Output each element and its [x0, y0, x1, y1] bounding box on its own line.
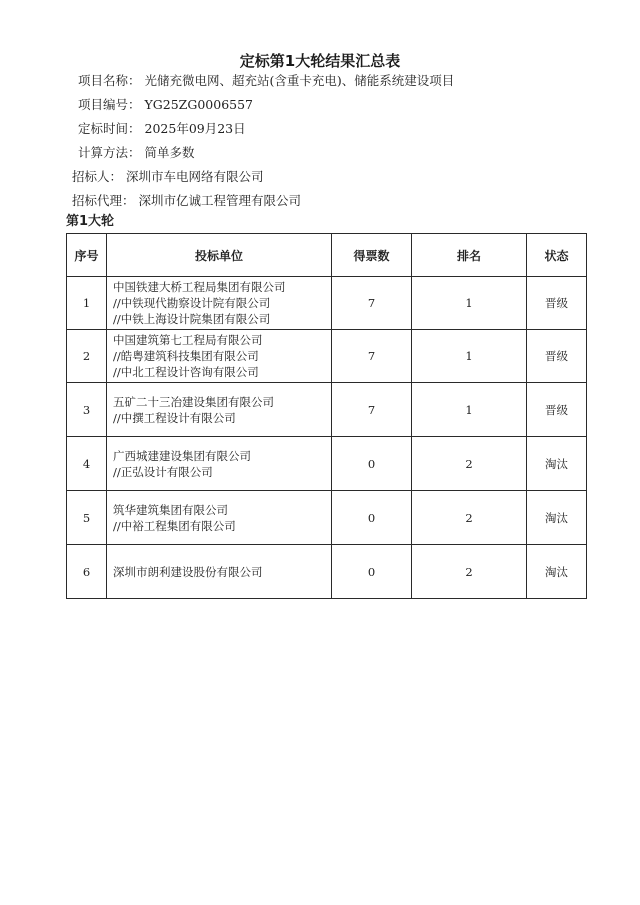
bidder-line: //中裕工程集团有限公司: [113, 518, 236, 533]
row-bidder: [107, 277, 332, 330]
row-bidder: [107, 383, 332, 437]
bidder-line: //正弘设计有限公司: [113, 464, 213, 479]
tenderer-value: 深圳市车电网络有限公司: [126, 169, 264, 184]
table-row: [67, 545, 587, 599]
row-status: 淘汰: [527, 437, 587, 491]
results-table: [66, 233, 587, 599]
project-name-label: 项目名称：: [78, 73, 141, 88]
table-row: [67, 383, 587, 437]
row-status: 晋级: [527, 277, 587, 330]
header-bidder: 投标单位: [107, 234, 332, 277]
document-title: 定标第1大轮结果汇总表: [239, 52, 401, 70]
row-votes: 7: [332, 383, 412, 437]
bidder-line: //中铁上海设计院集团有限公司: [113, 312, 271, 326]
bidder-line: //中铁现代勘察设计院有限公司: [113, 296, 271, 310]
row-rank: 2: [412, 491, 527, 545]
project-number-value: YG25ZG0006557: [144, 97, 253, 112]
calc-method-label: 计算方法：: [78, 145, 141, 160]
row-status: 晋级: [527, 330, 587, 383]
row-seq: 4: [67, 437, 107, 491]
calc-method-line: [78, 143, 195, 161]
agent-label: 招标代理：: [72, 193, 135, 208]
row-status: 淘汰: [527, 545, 587, 599]
tenderer-label: 招标人：: [72, 169, 123, 184]
row-votes: 7: [332, 277, 412, 330]
row-votes: 0: [332, 437, 412, 491]
row-status: 晋级: [527, 383, 587, 437]
project-name-value: 光储充微电网、超充站(含重卡充电)、储能系统建设项目: [144, 73, 455, 88]
row-status: 淘汰: [527, 491, 587, 545]
project-name-line: [78, 71, 454, 89]
row-seq: 2: [67, 330, 107, 383]
row-bidder: [107, 545, 332, 599]
award-date-value: 2025年09月23日: [144, 121, 246, 136]
row-bidder: [107, 437, 332, 491]
tenderer-line: [72, 167, 264, 185]
bidder-line: 广西城建建设集团有限公司: [113, 448, 251, 463]
row-votes: 7: [332, 330, 412, 383]
header-status: 状态: [527, 234, 587, 277]
row-rank: 2: [412, 437, 527, 491]
agent-value: 深圳市亿诚工程管理有限公司: [138, 193, 302, 208]
row-seq: 3: [67, 383, 107, 437]
bidder-line: 五矿二十三冶建设集团有限公司: [113, 394, 274, 409]
row-rank: 1: [412, 277, 527, 330]
header-seq: 序号: [67, 234, 107, 277]
bidder-line: //中撰工程设计有限公司: [113, 410, 236, 425]
row-bidder: [107, 491, 332, 545]
award-date-label: 定标时间：: [78, 121, 141, 136]
agent-line: [72, 191, 301, 209]
row-rank: 1: [412, 383, 527, 437]
bidder-line: 深圳市朗利建设股份有限公司: [113, 564, 263, 579]
award-date-line: [78, 119, 246, 137]
round-label: 第1大轮: [66, 214, 115, 229]
table-row: [67, 277, 587, 330]
project-number-label: 项目编号：: [78, 97, 141, 112]
table-row: [67, 330, 587, 383]
row-rank: 2: [412, 545, 527, 599]
bidder-line: //中北工程设计咨询有限公司: [113, 365, 259, 379]
row-seq: 6: [67, 545, 107, 599]
calc-method-value: 简单多数: [144, 145, 195, 160]
table-row: [67, 437, 587, 491]
bidder-line: //皓粤建筑科技集团有限公司: [113, 349, 259, 363]
row-seq: 5: [67, 491, 107, 545]
bidder-line: 筑华建筑集团有限公司: [113, 502, 228, 517]
table-row: [67, 491, 587, 545]
header-rank: 排名: [412, 234, 527, 277]
header-votes: 得票数: [332, 234, 412, 277]
project-number-line: [78, 95, 253, 113]
bidder-line: 中国铁建大桥工程局集团有限公司: [113, 280, 286, 294]
table-header-row: [67, 234, 587, 277]
row-votes: 0: [332, 545, 412, 599]
row-seq: 1: [67, 277, 107, 330]
bidder-line: 中国建筑第七工程局有限公司: [113, 333, 263, 347]
row-bidder: [107, 330, 332, 383]
row-votes: 0: [332, 491, 412, 545]
row-rank: 1: [412, 330, 527, 383]
